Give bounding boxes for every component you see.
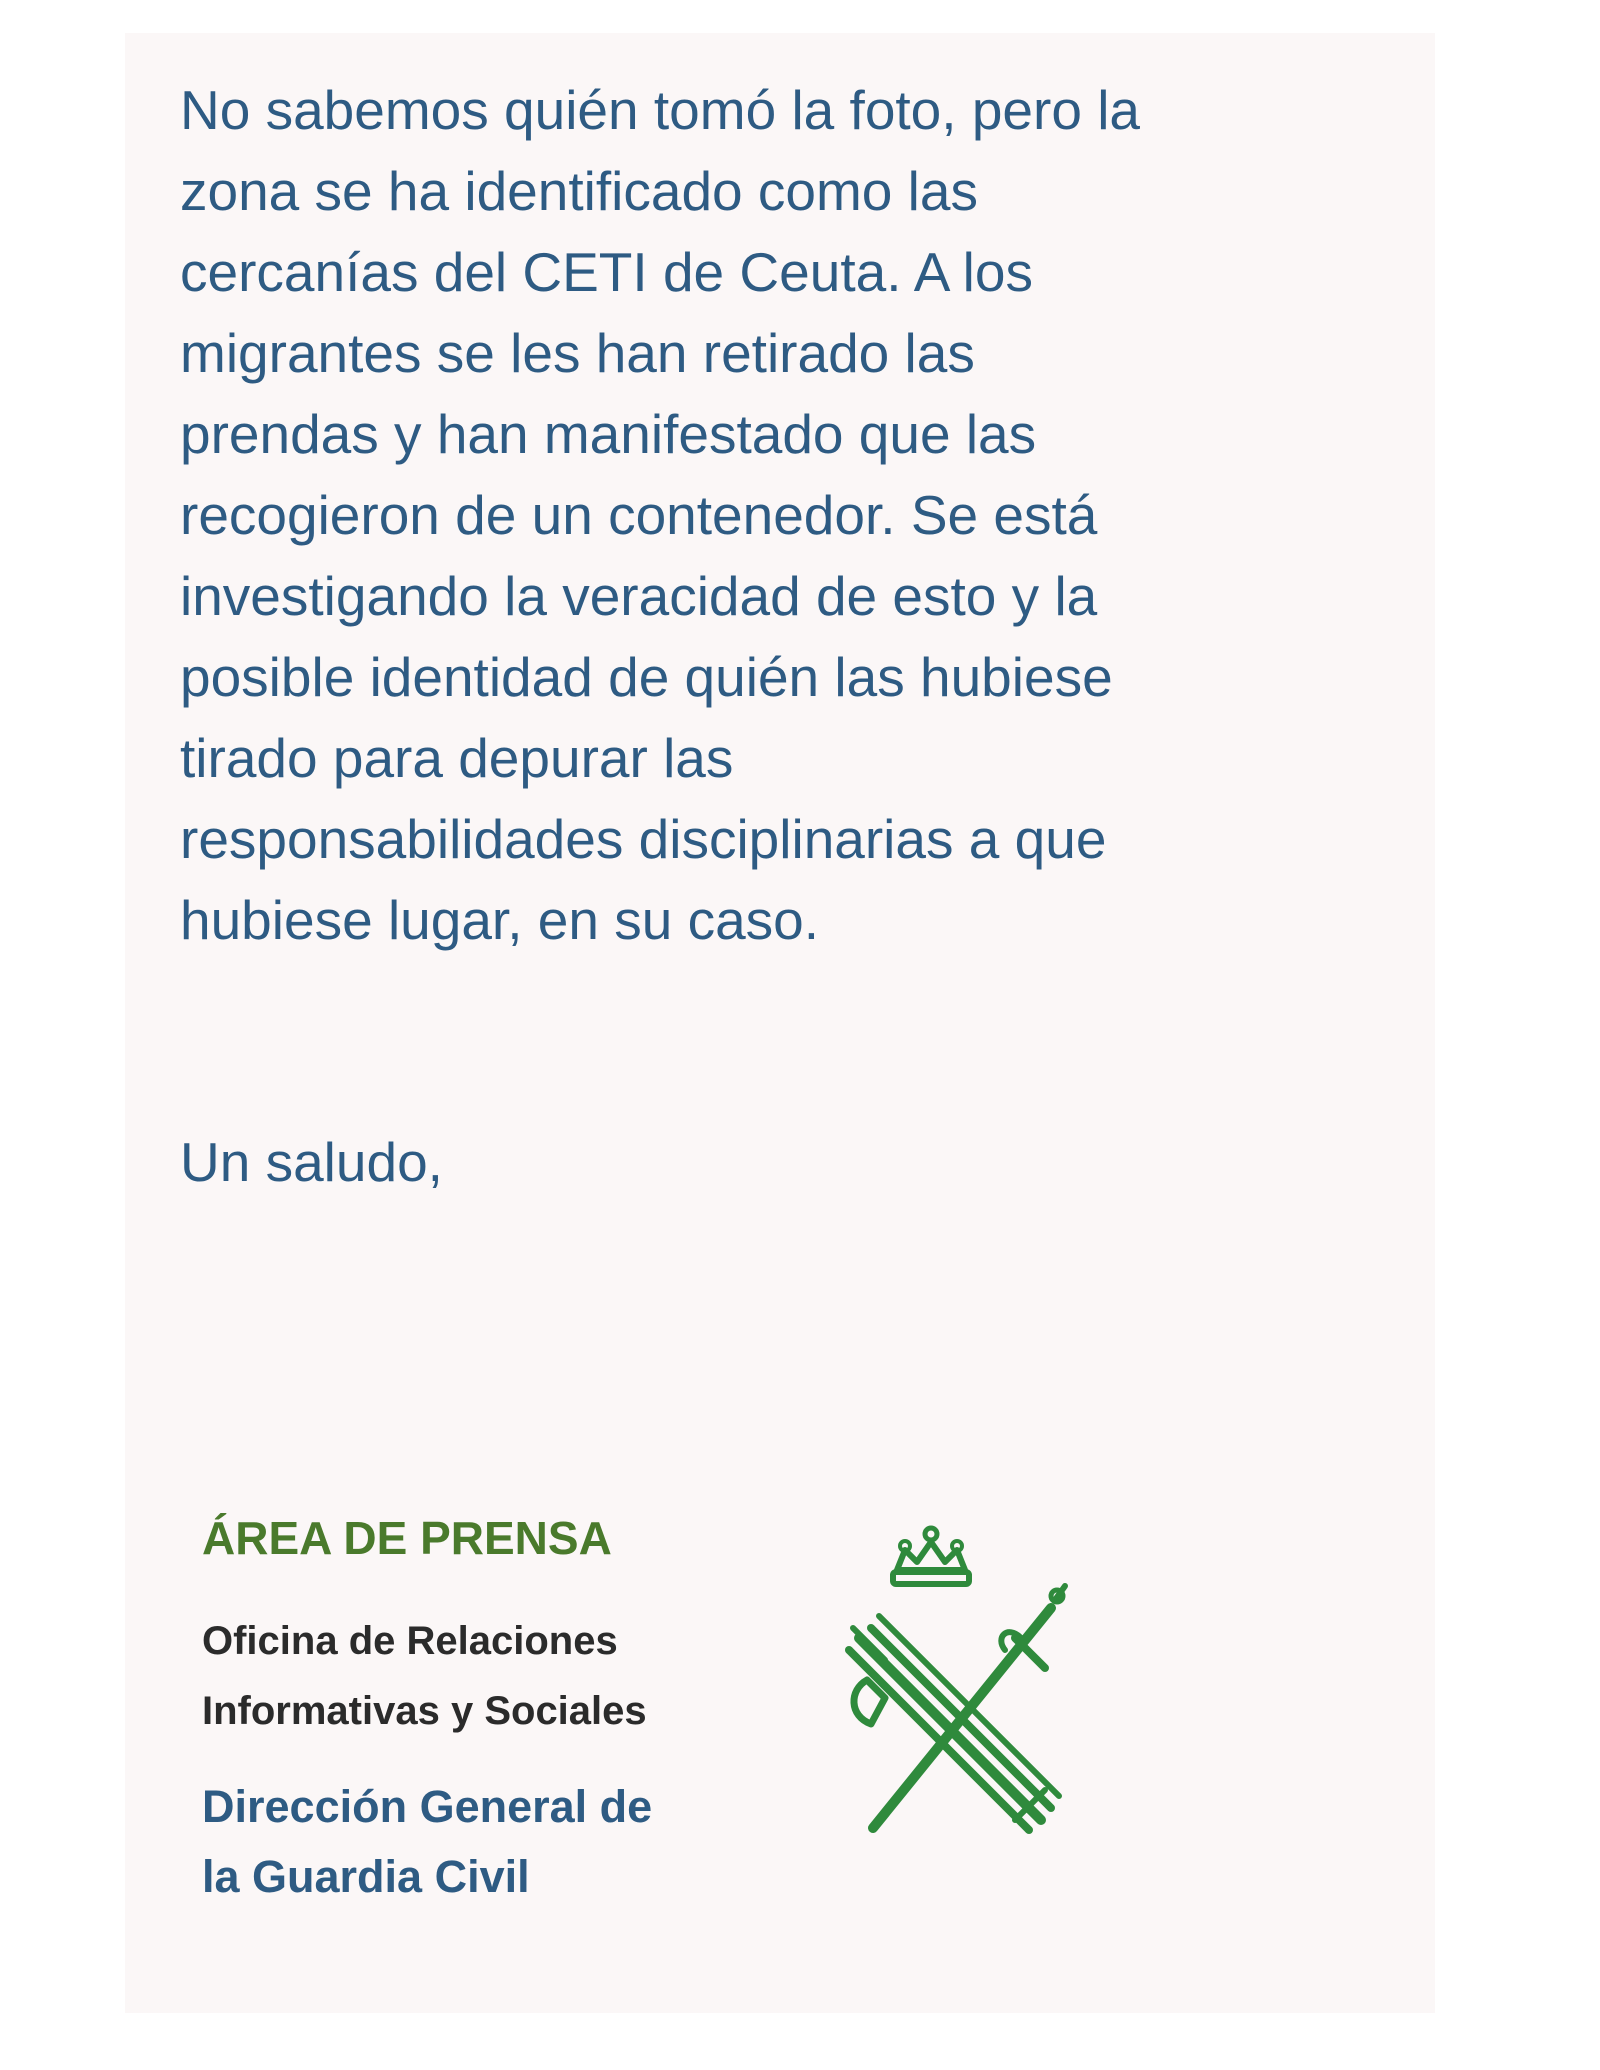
direction-line: Dirección General de bbox=[202, 1781, 653, 1832]
office-line: Oficina de Relaciones bbox=[202, 1619, 618, 1663]
greeting: Un saludo, bbox=[180, 1131, 443, 1193]
message-line: migrantes se les han retirado las bbox=[180, 322, 975, 384]
guardia-civil-emblem-icon bbox=[845, 1520, 1075, 1840]
message-line: tirado para depurar las bbox=[180, 727, 734, 789]
message-line: recogieron de un contenedor. Se está bbox=[180, 484, 1098, 546]
message-line: No sabemos quién tomó la foto, pero la bbox=[180, 79, 1141, 141]
message-line: cercanías del CETI de Ceuta. A los bbox=[180, 241, 1033, 303]
message-line: hubiese lugar, en su caso. bbox=[180, 889, 820, 951]
message-line: prendas y han manifestado que las bbox=[180, 403, 1037, 465]
email-signature bbox=[202, 1508, 822, 1912]
direction-line: la Guardia Civil bbox=[202, 1851, 530, 1902]
message-line: posible identidad de quién las hubiese bbox=[180, 646, 1113, 708]
message-line: investigando la veracidad de esto y la bbox=[180, 565, 1098, 627]
direction-name bbox=[202, 1772, 822, 1912]
office-name bbox=[202, 1606, 822, 1746]
press-area-heading: ÁREA DE PRENSA bbox=[202, 1512, 612, 1564]
message-line: responsabilidades disciplinarias a que bbox=[180, 808, 1107, 870]
office-line: Informativas y Sociales bbox=[202, 1689, 647, 1733]
message-paragraph bbox=[180, 70, 1400, 961]
message-line: zona se ha identificado como las bbox=[180, 160, 978, 222]
